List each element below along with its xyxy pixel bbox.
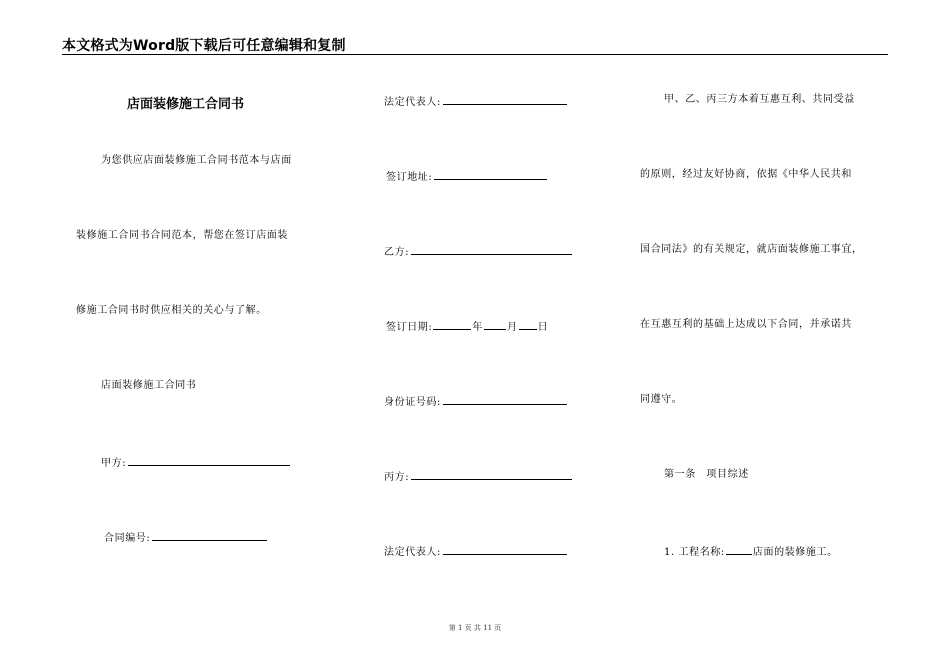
header-divider xyxy=(62,54,888,55)
footer-page-number: 1 xyxy=(457,624,463,632)
contract-subtitle: 店面装修施工合同书 xyxy=(101,380,197,391)
sign-address-field xyxy=(386,169,547,184)
legal-rep-2-field xyxy=(384,544,567,559)
project-name-value: 店面的装修施工。 xyxy=(752,547,838,558)
footer-page-mid: 页 共 xyxy=(464,624,481,632)
intro-line-1: 为您供应店面装修施工合同书范本与店面 xyxy=(101,155,292,166)
page-footer xyxy=(0,623,950,633)
legal-rep-1-label: 法定代表人: xyxy=(384,97,441,108)
party-b-label: 乙方: xyxy=(384,247,410,258)
terms-line-4: 在互惠互利的基础上达成以下合同，并承诺共 xyxy=(640,319,852,330)
month-label: 月 xyxy=(506,322,518,333)
sign-address-label: 签订地址: xyxy=(386,172,433,183)
day-label: 日 xyxy=(537,322,549,333)
id-number-label: 身份证号码: xyxy=(384,397,441,408)
sign-date-field xyxy=(386,319,548,334)
footer-total-pages: 11 xyxy=(483,624,493,632)
month-blank xyxy=(484,319,506,330)
terms-line-1: 甲、乙、丙三方本着互惠互利、共同受益 xyxy=(664,94,855,105)
terms-line-5: 同遵守。 xyxy=(640,394,683,405)
footer-page-prefix: 第 xyxy=(448,624,456,632)
legal-rep-1-field xyxy=(384,94,567,109)
party-a-field xyxy=(101,455,290,470)
document-header: 本文格式为Word版下载后可任意编辑和复制 xyxy=(62,38,346,54)
party-b-blank xyxy=(411,244,572,255)
legal-rep-2-label: 法定代表人: xyxy=(384,547,441,558)
party-a-label: 甲方: xyxy=(101,458,127,469)
project-name-field xyxy=(664,544,838,559)
contract-title: 店面装修施工合同书 xyxy=(127,97,245,112)
sign-date-label: 签订日期: xyxy=(386,322,433,333)
sign-address-blank xyxy=(434,169,547,180)
year-label: 年 xyxy=(472,322,483,333)
terms-line-3: 国合同法》的有关规定，就店面装修施工事宜， xyxy=(640,244,863,255)
party-a-blank xyxy=(128,455,290,466)
article-1-heading: 第一条 项目综述 xyxy=(664,469,749,480)
id-number-blank xyxy=(443,394,567,405)
legal-rep-2-blank xyxy=(443,544,567,555)
intro-line-2: 装修施工合同书合同范本，帮您在签订店面装 xyxy=(76,230,288,241)
contract-number-field xyxy=(104,530,267,545)
contract-number-label: 合同编号: xyxy=(104,533,151,544)
terms-line-2: 的原则，经过友好协商，依据《中华人民共和 xyxy=(640,169,852,180)
intro-line-3: 修施工合同书时供应相关的关心与了解。 xyxy=(76,305,267,316)
party-c-field xyxy=(384,469,572,484)
year-blank xyxy=(433,319,471,330)
party-c-label: 丙方: xyxy=(384,472,410,483)
party-b-field xyxy=(384,244,572,259)
project-name-label: 1. 工程名称: xyxy=(664,547,725,558)
party-c-blank xyxy=(411,469,572,480)
footer-page-suffix: 页 xyxy=(494,624,502,632)
day-blank xyxy=(519,319,537,330)
legal-rep-1-blank xyxy=(443,94,567,105)
project-name-blank xyxy=(726,544,752,555)
id-number-field xyxy=(384,394,567,409)
contract-number-blank xyxy=(152,530,267,541)
